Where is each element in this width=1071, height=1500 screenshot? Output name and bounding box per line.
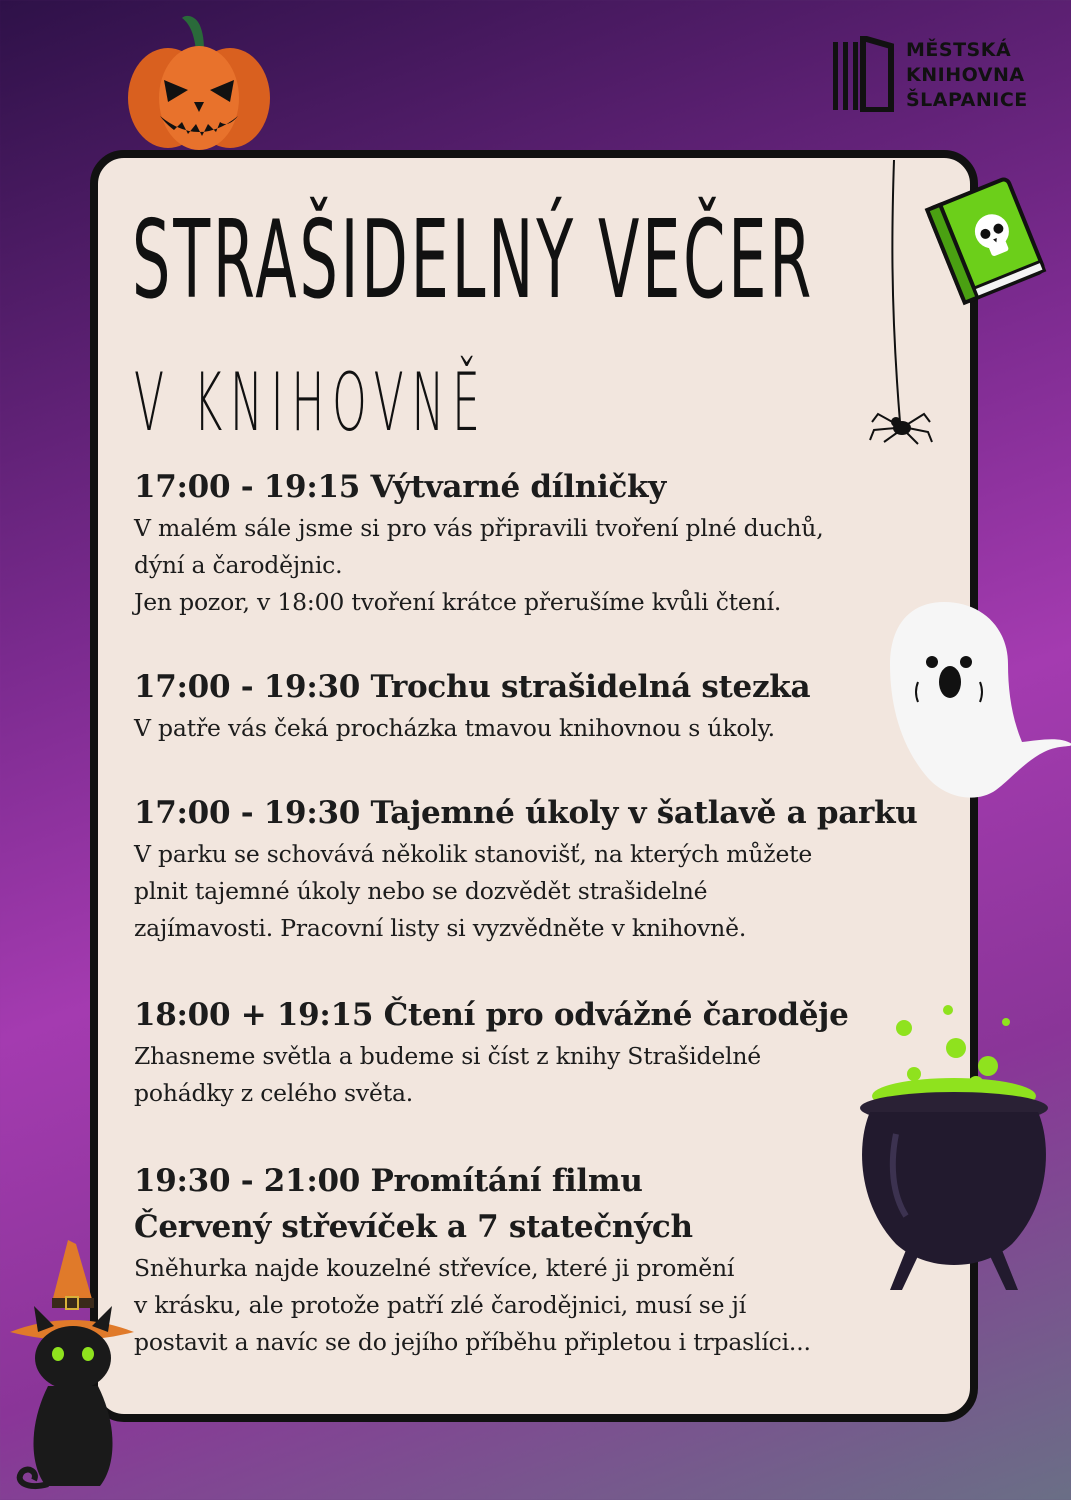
event-reading xyxy=(134,992,934,1112)
event-film-title: Červený střevíček a 7 statečných xyxy=(134,1209,693,1245)
event-film-screening xyxy=(134,1158,934,1361)
logo-line-2: KNIHOVNA xyxy=(906,64,1025,86)
skull-book-icon xyxy=(920,168,1052,308)
event-description-line: Jen pozor, v 18:00 tvoření krátce přerušíme kvůli čtení. xyxy=(134,588,782,616)
event-description-line: V malém sále jsme si pro vás připravili tvoření plné duchů, xyxy=(134,514,824,542)
witch-cat-icon xyxy=(8,1236,138,1498)
logo-line-3: ŠLAPANICE xyxy=(906,89,1028,111)
event-description-line: V patře vás čeká procházka tmavou knihovnou s úkoly. xyxy=(134,714,775,742)
library-logo-text xyxy=(906,38,1028,113)
event-description-line: dýní a čarodějnic. xyxy=(134,551,343,579)
page-title: STRAŠIDELNÝ VEČER xyxy=(132,198,815,323)
event-heading: 18:00 + 19:15 Čtení pro odvážné čaroděje xyxy=(134,997,849,1033)
event-description-line: plnit tajemné úkoly nebo se dozvědět strašidelné xyxy=(134,877,708,905)
event-description-line: V parku se schovává několik stanovišť, na kterých můžete xyxy=(134,840,813,868)
library-logo xyxy=(832,36,1042,116)
event-description-line: postavit a navíc se do jejího příběhu připletou i trpaslíci... xyxy=(134,1328,811,1356)
event-workshops xyxy=(134,464,934,621)
library-logo-icon xyxy=(832,36,894,112)
event-description-line: zajímavosti. Pracovní listy si vyzvědněte v knihovně. xyxy=(134,914,747,942)
page-subtitle: V KNIHOVNĚ xyxy=(134,356,488,449)
event-description-line: Sněhurka najde kouzelné střevíce, které ji promění xyxy=(134,1254,735,1282)
logo-line-1: MĚSTSKÁ xyxy=(906,39,1012,61)
pumpkin-icon xyxy=(124,10,274,152)
spider-icon xyxy=(868,160,938,450)
event-heading: 17:00 - 19:30 Tajemné úkoly v šatlavě a parku xyxy=(134,795,918,831)
event-description-line: v krásku, ale protože patří zlé čarodějnici, musí se jí xyxy=(134,1291,747,1319)
event-spooky-trail xyxy=(134,664,934,747)
event-heading: 17:00 - 19:15 Výtvarné dílničky xyxy=(134,469,666,505)
event-mysterious-tasks xyxy=(134,790,934,947)
event-description-line: pohádky z celého světa. xyxy=(134,1079,414,1107)
event-description-line: Zhasneme světla a budeme si číst z knihy Strašidelné xyxy=(134,1042,761,1070)
event-heading: 17:00 - 19:30 Trochu strašidelná stezka xyxy=(134,669,811,705)
event-heading: 19:30 - 21:00 Promítání filmu xyxy=(134,1163,643,1199)
